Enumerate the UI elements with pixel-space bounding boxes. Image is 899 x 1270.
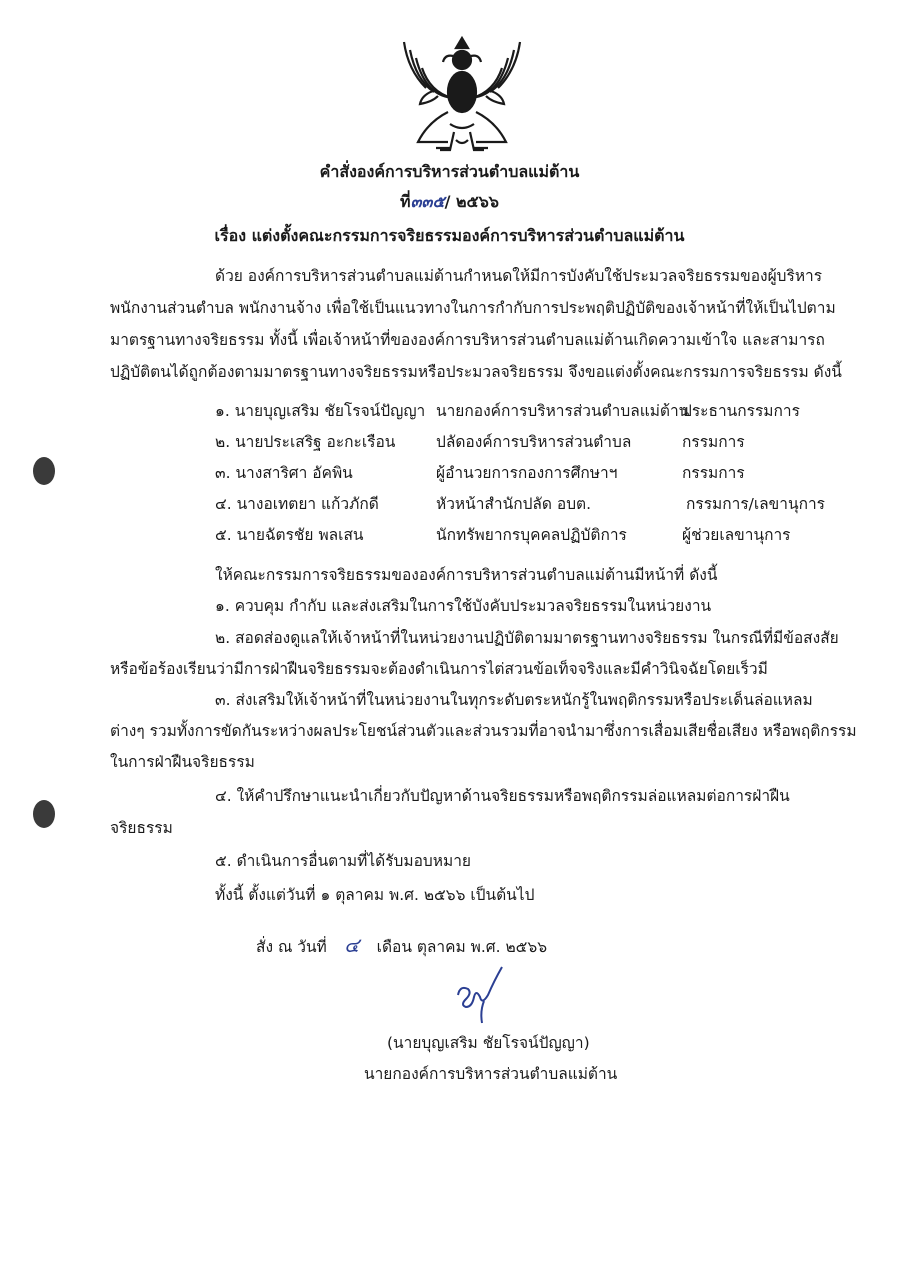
garuda-emblem-icon xyxy=(396,28,528,160)
committee-position: นักทรัพยากรบุคคลปฏิบัติการ xyxy=(436,526,627,544)
committee-position: หัวหน้าสำนักปลัด อบต. xyxy=(436,495,592,513)
order-number-handwritten: ๓๓๕ xyxy=(410,192,445,211)
duty-line: ๒. สอดส่องดูแลให้เจ้าหน้าที่ในหน่วยงานปฏิบัติตามมาตรฐานทางจริยธรรม ในกรณีที่มีข้อสงสัย xyxy=(215,629,839,647)
order-number-suffix: / ๒๕๖๖ xyxy=(444,192,499,211)
signed-prefix: สั่ง ณ วันที่ xyxy=(256,938,327,956)
punch-hole-top xyxy=(33,457,55,485)
intro-line: พนักงานส่วนตำบล พนักงานจ้าง เพื่อใช้เป็นแนวทางในการกำกับการประพฤติปฏิบัติของเจ้าหน้าที่ให้เป็นไปตาม xyxy=(110,299,836,317)
effective-date: ทั้งนี้ ตั้งแต่วันที่ ๑ ตุลาคม พ.ศ. ๒๕๖๖ เป็นต้นไป xyxy=(215,886,535,904)
committee-name: ๓. นางสาริศา อัคพิน xyxy=(215,464,353,482)
signed-suffix: เดือน ตุลาคม พ.ศ. ๒๕๖๖ xyxy=(376,938,548,956)
punch-hole-bottom xyxy=(33,800,55,828)
duty-line: ๓. ส่งเสริมให้เจ้าหน้าที่ในหน่วยงานในทุกระดับตระหนักรู้ในพฤติกรรมหรือประเด็นล่อแหลม xyxy=(215,691,813,709)
duty-line: ๑. ควบคุม กำกับ และส่งเสริมในการใช้บังคับประมวลจริยธรรมในหน่วยงาน xyxy=(215,597,712,615)
duty-line: ๔. ให้คำปรึกษาแนะนำเกี่ยวกับปัญหาด้านจริยธรรมหรือพฤติกรรมล่อแหลมต่อการฝ่าฝืน xyxy=(215,787,790,805)
committee-role: ผู้ช่วยเลขานุการ xyxy=(682,526,791,544)
duties-intro: ให้คณะกรรมการจริยธรรมขององค์การบริหารส่วนตำบลแม่ต้านมีหน้าที่ ดังนี้ xyxy=(215,566,718,584)
duty-line: จริยธรรม xyxy=(110,819,173,837)
duty-line: ๕. ดำเนินการอื่นตามที่ได้รับมอบหมาย xyxy=(215,852,471,870)
committee-position: ปลัดองค์การบริหารส่วนตำบล xyxy=(436,433,632,451)
duty-line: ในการฝ่าฝืนจริยธรรม xyxy=(110,753,255,771)
committee-name: ๒. นายประเสริฐ อะกะเรือน xyxy=(215,433,396,451)
order-title: คำสั่งองค์การบริหารส่วนตำบลแม่ต้าน xyxy=(319,162,580,181)
signatory-name: (นายบุญเสริม ชัยโรจน์ปัญญา) xyxy=(387,1034,590,1052)
committee-role: ประธานกรรมการ xyxy=(682,402,800,420)
handwritten-signature xyxy=(440,965,530,1025)
order-number-prefix: ที่ xyxy=(400,192,411,211)
committee-role: กรรมการ xyxy=(682,433,745,451)
committee-name: ๑. นายบุญเสริม ชัยโรจน์ปัญญา xyxy=(215,402,426,420)
signed-day-handwritten: ๔ xyxy=(344,933,360,957)
committee-position: ผู้อำนวยการกองการศึกษาฯ xyxy=(436,464,618,482)
intro-line: ปฏิบัติตนได้ถูกต้องตามมาตรฐานทางจริยธรรมหรือประมวลจริยธรรม จึงขอแต่งตั้งคณะกรรมการจริยธรรม ดังนี้ xyxy=(110,363,842,381)
committee-role: กรรมการ xyxy=(682,464,745,482)
intro-line: มาตรฐานทางจริยธรรม ทั้งนี้ เพื่อเจ้าหน้าที่ขององค์การบริหารส่วนตำบลแม่ต้านเกิดความเข้าใจ และสามารถ xyxy=(110,331,825,349)
signed-date xyxy=(256,935,547,957)
order-number xyxy=(0,192,899,212)
duty-line: ต่างๆ รวมทั้งการขัดกันระหว่างผลประโยชน์ส่วนตัวและส่วนรวมที่อาจนำมาซึ่งการเสื่อมเสียชื่อเสียง หรือพฤติกรรม xyxy=(110,722,857,740)
intro-line: ด้วย องค์การบริหารส่วนตำบลแม่ต้านกำหนดให้มีการบังคับใช้ประมวลจริยธรรมของผู้บริหาร xyxy=(215,267,823,285)
committee-name: ๕. นายฉัตรชัย พลเสน xyxy=(215,526,364,544)
committee-position: นายกองค์การบริหารส่วนตำบลแม่ต้าน xyxy=(436,402,690,420)
committee-role: กรรมการ/เลขานุการ xyxy=(686,495,825,513)
duty-line: หรือข้อร้องเรียนว่ามีการฝ่าฝืนจริยธรรมจะต้องดำเนินการไต่สวนข้อเท็จจริงและมีคำวินิจฉัยโดยเร็วมี xyxy=(110,660,768,678)
order-subject: เรื่อง แต่งตั้งคณะกรรมการจริยธรรมองค์การบริหารส่วนตำบลแม่ต้าน xyxy=(214,226,685,245)
committee-name: ๔. นางอเทตยา แก้วภักดี xyxy=(215,495,379,513)
signatory-title: นายกองค์การบริหารส่วนตำบลแม่ต้าน xyxy=(364,1065,618,1083)
